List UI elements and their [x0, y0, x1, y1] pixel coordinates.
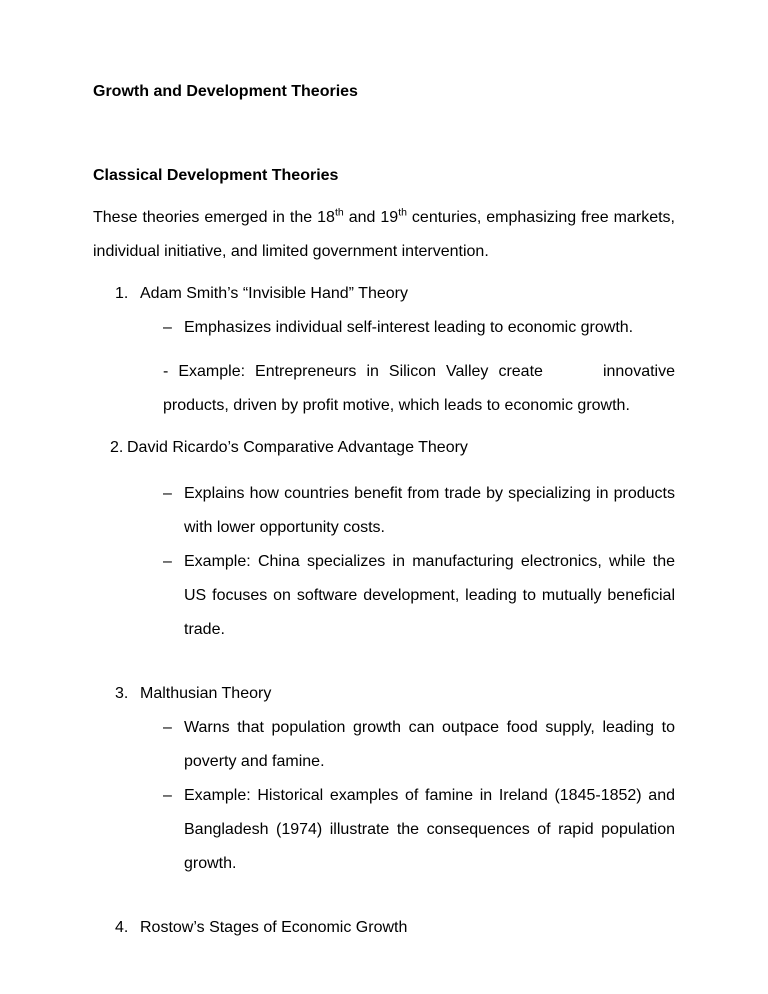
section-heading: Classical Development Theories	[93, 167, 339, 184]
list-item-title: Malthusian Theory	[140, 685, 272, 702]
bullet-text: Example: Historical examples of famine in Ireland (1845-1852) and Bangladesh (1974) illustrate the consequences of rapid population growth.	[184, 787, 675, 872]
bullet-text: Warns that population growth can outpace food supply, leading to poverty and famine.	[184, 719, 675, 770]
bullet-text: Example: China specializes in manufacturing electronics, while the US focuses on software development, leading to mutually beneficial trade.	[184, 553, 675, 638]
list-item	[93, 431, 675, 465]
list-item	[93, 677, 675, 711]
blank-line-spacer	[93, 647, 675, 677]
bullet-item	[93, 545, 675, 647]
list-item-title: Rostow’s Stages of Economic Growth	[140, 919, 408, 936]
ordinal-superscript: th	[398, 206, 407, 219]
list-item	[93, 277, 675, 311]
list-item-title: David Ricardo’s Comparative Advantage Theory	[127, 439, 468, 456]
bullet-item	[93, 311, 675, 345]
bullet-item	[93, 711, 675, 779]
intro-text-part: and 19	[343, 209, 399, 226]
bullet-item	[93, 477, 675, 545]
list-item-number: 2.	[110, 439, 124, 456]
dash-bullet-marker: –	[163, 553, 172, 570]
bullet-text: Emphasizes individual self-interest leading to economic growth.	[184, 319, 634, 336]
intro-text-part: centuries, emphasizing free markets, individual initiative, and limited government intervention.	[93, 209, 675, 260]
dash-bullet-marker: –	[163, 719, 172, 736]
dash-bullet-marker: –	[163, 319, 172, 336]
list-item-title: Adam Smith’s “Invisible Hand” Theory	[140, 285, 408, 302]
list-item-number: 1.	[115, 285, 129, 302]
ordinal-superscript: th	[334, 206, 344, 219]
document-title: Growth and Development Theories	[93, 83, 358, 100]
example-paragraph: - Example: Entrepreneurs in Silicon Valley create innovative products, driven by profit motive, which leads to economic growth.	[163, 363, 675, 414]
dash-bullet-marker: –	[163, 787, 172, 804]
bullet-text: Explains how countries benefit from trade by specializing in products with lower opportunity costs.	[184, 485, 675, 536]
list-item-number: 3.	[115, 685, 129, 702]
list-item	[93, 911, 675, 945]
blank-line-spacer	[93, 881, 675, 911]
bullet-item	[93, 779, 675, 881]
list-item-number: 4.	[115, 919, 129, 936]
intro-text-part: These theories emerged in the 18	[93, 209, 335, 226]
dash-bullet-marker: –	[163, 485, 172, 502]
intro-paragraph	[93, 201, 675, 269]
